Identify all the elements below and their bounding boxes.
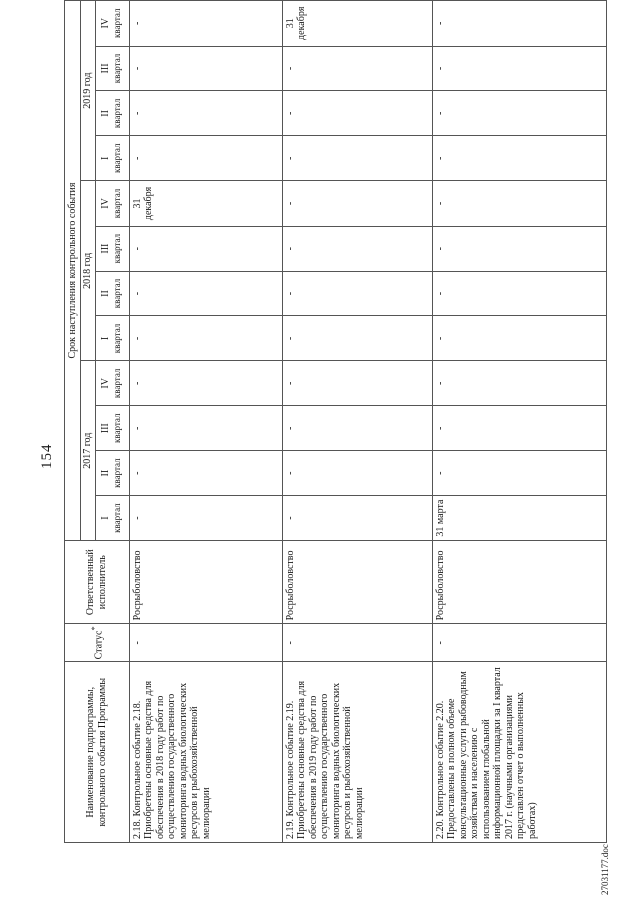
dash-value: - bbox=[131, 291, 143, 296]
dash-value: - bbox=[284, 426, 296, 430]
quarter-header bbox=[95, 496, 129, 541]
year-header: 2019 год bbox=[81, 1, 96, 181]
quarter-header bbox=[95, 181, 129, 226]
quarter-cell bbox=[282, 271, 432, 316]
dash-value: - bbox=[131, 426, 143, 430]
dash-value: - bbox=[284, 156, 296, 160]
quarter-number: II bbox=[100, 290, 112, 297]
quarter-word: квартал bbox=[112, 143, 123, 174]
quarter-word: квартал bbox=[112, 278, 123, 309]
quarter-word: квартал bbox=[112, 458, 123, 488]
quarter-cell bbox=[432, 406, 606, 451]
quarter-cell bbox=[129, 1, 282, 47]
dash-value: - bbox=[284, 246, 296, 251]
dash-value: - bbox=[434, 426, 446, 430]
quarter-cell bbox=[129, 91, 282, 136]
quarter-number: I bbox=[100, 336, 112, 341]
quarter-cell bbox=[282, 316, 432, 361]
quarter-word: квартал bbox=[112, 368, 123, 399]
quarter-number: III bbox=[100, 63, 112, 74]
quarter-number: III bbox=[100, 423, 112, 434]
quarter-word: квартал bbox=[112, 8, 123, 39]
quarter-cell bbox=[129, 316, 282, 361]
quarter-cell bbox=[432, 361, 606, 406]
dash-value: - bbox=[131, 381, 143, 386]
quarter-number: IV bbox=[100, 378, 112, 389]
quarter-cell bbox=[129, 451, 282, 496]
quarter-cell bbox=[129, 271, 282, 316]
year-header: 2017 год bbox=[81, 361, 96, 541]
quarter-cell bbox=[432, 271, 606, 316]
dash-value: - bbox=[131, 336, 143, 341]
dash-value: - bbox=[284, 66, 296, 71]
event-number: 2.19. bbox=[284, 819, 296, 839]
quarter-cell bbox=[129, 136, 282, 181]
quarter-cell bbox=[432, 496, 606, 541]
quarter-cell bbox=[282, 361, 432, 406]
dash-value: - bbox=[434, 381, 446, 386]
quarter-word: квартал bbox=[112, 98, 123, 129]
dash-value: - bbox=[434, 246, 446, 251]
dash-value: - bbox=[131, 21, 143, 25]
page-number: 154 bbox=[39, 443, 55, 469]
status-cell: - bbox=[282, 624, 432, 662]
table-row bbox=[432, 1, 606, 843]
event-number: 2.20. bbox=[434, 819, 446, 839]
dash-value: - bbox=[131, 111, 143, 116]
date-value: 31 декабря bbox=[284, 6, 307, 40]
control-events-table bbox=[64, 0, 607, 843]
dash-value: - bbox=[131, 246, 143, 251]
quarter-cell bbox=[432, 181, 606, 226]
quarter-cell bbox=[129, 496, 282, 541]
quarter-header bbox=[95, 271, 129, 316]
quarter-cell bbox=[432, 226, 606, 271]
event-name: Контрольное событие 2.20. Предоставлены в полном объеме консультационные услуги рыбоводным хозяйствам и населению с использованием глобальной информационной площадки за I квартал 2017 г. (научными организациями представлен отчет о выполненных работах) bbox=[434, 667, 538, 839]
dash-value: - bbox=[284, 471, 296, 475]
status-cell: - bbox=[432, 624, 606, 662]
quarter-cell bbox=[129, 226, 282, 271]
quarter-cell bbox=[129, 406, 282, 451]
quarter-cell bbox=[282, 406, 432, 451]
status-cell: - bbox=[129, 624, 282, 662]
table-row bbox=[129, 1, 282, 843]
quarter-word: квартал bbox=[112, 233, 123, 264]
quarter-header bbox=[95, 1, 129, 47]
dash-value: - bbox=[434, 201, 446, 206]
quarter-number: IV bbox=[100, 198, 112, 209]
dash-value: - bbox=[131, 471, 143, 475]
quarter-cell bbox=[432, 46, 606, 91]
dash-value: - bbox=[284, 201, 296, 206]
header-name: Наименование подпрограммы, контрольного события Программы bbox=[65, 662, 130, 843]
quarter-word: квартал bbox=[112, 53, 123, 84]
dash-value: - bbox=[284, 336, 296, 341]
quarter-header bbox=[95, 361, 129, 406]
table-header bbox=[65, 1, 130, 843]
year-header: 2018 год bbox=[81, 181, 96, 361]
dash-value: - bbox=[131, 516, 143, 520]
quarter-cell bbox=[129, 181, 282, 226]
quarter-cell bbox=[282, 181, 432, 226]
quarter-number: IV bbox=[100, 17, 112, 29]
quarter-word: квартал bbox=[112, 188, 123, 219]
event-cell bbox=[129, 662, 282, 843]
dash-value: - bbox=[434, 156, 446, 160]
quarter-cell bbox=[282, 451, 432, 496]
quarter-header bbox=[95, 451, 129, 496]
quarter-cell bbox=[129, 361, 282, 406]
quarter-word: квартал bbox=[112, 323, 123, 354]
dash-value: - bbox=[284, 516, 296, 520]
quarter-cell bbox=[282, 46, 432, 91]
quarter-cell bbox=[432, 91, 606, 136]
table-row bbox=[282, 1, 432, 843]
quarter-cell bbox=[282, 1, 432, 47]
event-name: Контрольное событие 2.19. Приобретены основные средства для обеспечения в 2019 году работ по осуществлению государственного мониторинга водных биологических ресурсов и рыбохозяйственной мелиорации bbox=[284, 680, 365, 839]
quarter-cell bbox=[432, 451, 606, 496]
quarter-number: I bbox=[100, 156, 112, 160]
quarter-number: I bbox=[100, 516, 112, 520]
dash-value: - bbox=[131, 66, 143, 71]
executor-cell: Росрыболовство bbox=[282, 541, 432, 624]
dash-value: - bbox=[434, 336, 446, 341]
quarter-header bbox=[95, 406, 129, 451]
quarter-cell bbox=[432, 1, 606, 47]
quarter-cell bbox=[432, 316, 606, 361]
header-term: Срок наступления контрольного события bbox=[65, 1, 81, 541]
quarter-header bbox=[95, 46, 129, 91]
quarter-cell bbox=[282, 91, 432, 136]
dash-value: - bbox=[284, 291, 296, 296]
event-number: 2.18. bbox=[131, 819, 143, 839]
date-value: 31 марта bbox=[434, 499, 446, 537]
dash-value: - bbox=[434, 66, 446, 71]
quarter-cell bbox=[129, 46, 282, 91]
dash-value: - bbox=[284, 111, 296, 116]
quarter-header bbox=[95, 136, 129, 181]
quarter-number: II bbox=[100, 469, 112, 477]
header-status: Статус* bbox=[65, 624, 130, 662]
table-body bbox=[129, 1, 606, 843]
event-name: Контрольное событие 2.18. Приобретены основные средства для обеспечения в 2018 году работ по осуществлению государственного мониторинга водных биологических ресурсов и рыбохозяйственной мелиорации bbox=[131, 680, 212, 839]
dash-value: - bbox=[131, 156, 143, 160]
quarter-cell bbox=[282, 496, 432, 541]
quarter-header bbox=[95, 91, 129, 136]
event-cell bbox=[432, 662, 606, 843]
quarter-cell bbox=[282, 226, 432, 271]
dash-value: - bbox=[284, 381, 296, 386]
quarter-number: III bbox=[100, 243, 112, 254]
executor-cell: Росрыболовство bbox=[432, 541, 606, 624]
dash-value: - bbox=[434, 21, 446, 25]
footer-file-code: 27031177.doc bbox=[600, 844, 610, 895]
dash-value: - bbox=[434, 111, 446, 116]
quarter-cell bbox=[282, 136, 432, 181]
date-value: 31 декабря bbox=[131, 186, 154, 221]
dash-value: - bbox=[434, 291, 446, 296]
quarter-header bbox=[95, 316, 129, 361]
quarter-header bbox=[95, 226, 129, 271]
header-executor: Ответственный исполнитель bbox=[65, 541, 130, 624]
executor-cell: Росрыболовство bbox=[129, 541, 282, 624]
event-cell bbox=[282, 662, 432, 843]
quarter-word: квартал bbox=[112, 503, 123, 533]
dash-value: - bbox=[434, 471, 446, 475]
quarter-word: квартал bbox=[112, 413, 123, 444]
quarter-cell bbox=[432, 136, 606, 181]
quarter-number: II bbox=[100, 110, 112, 117]
